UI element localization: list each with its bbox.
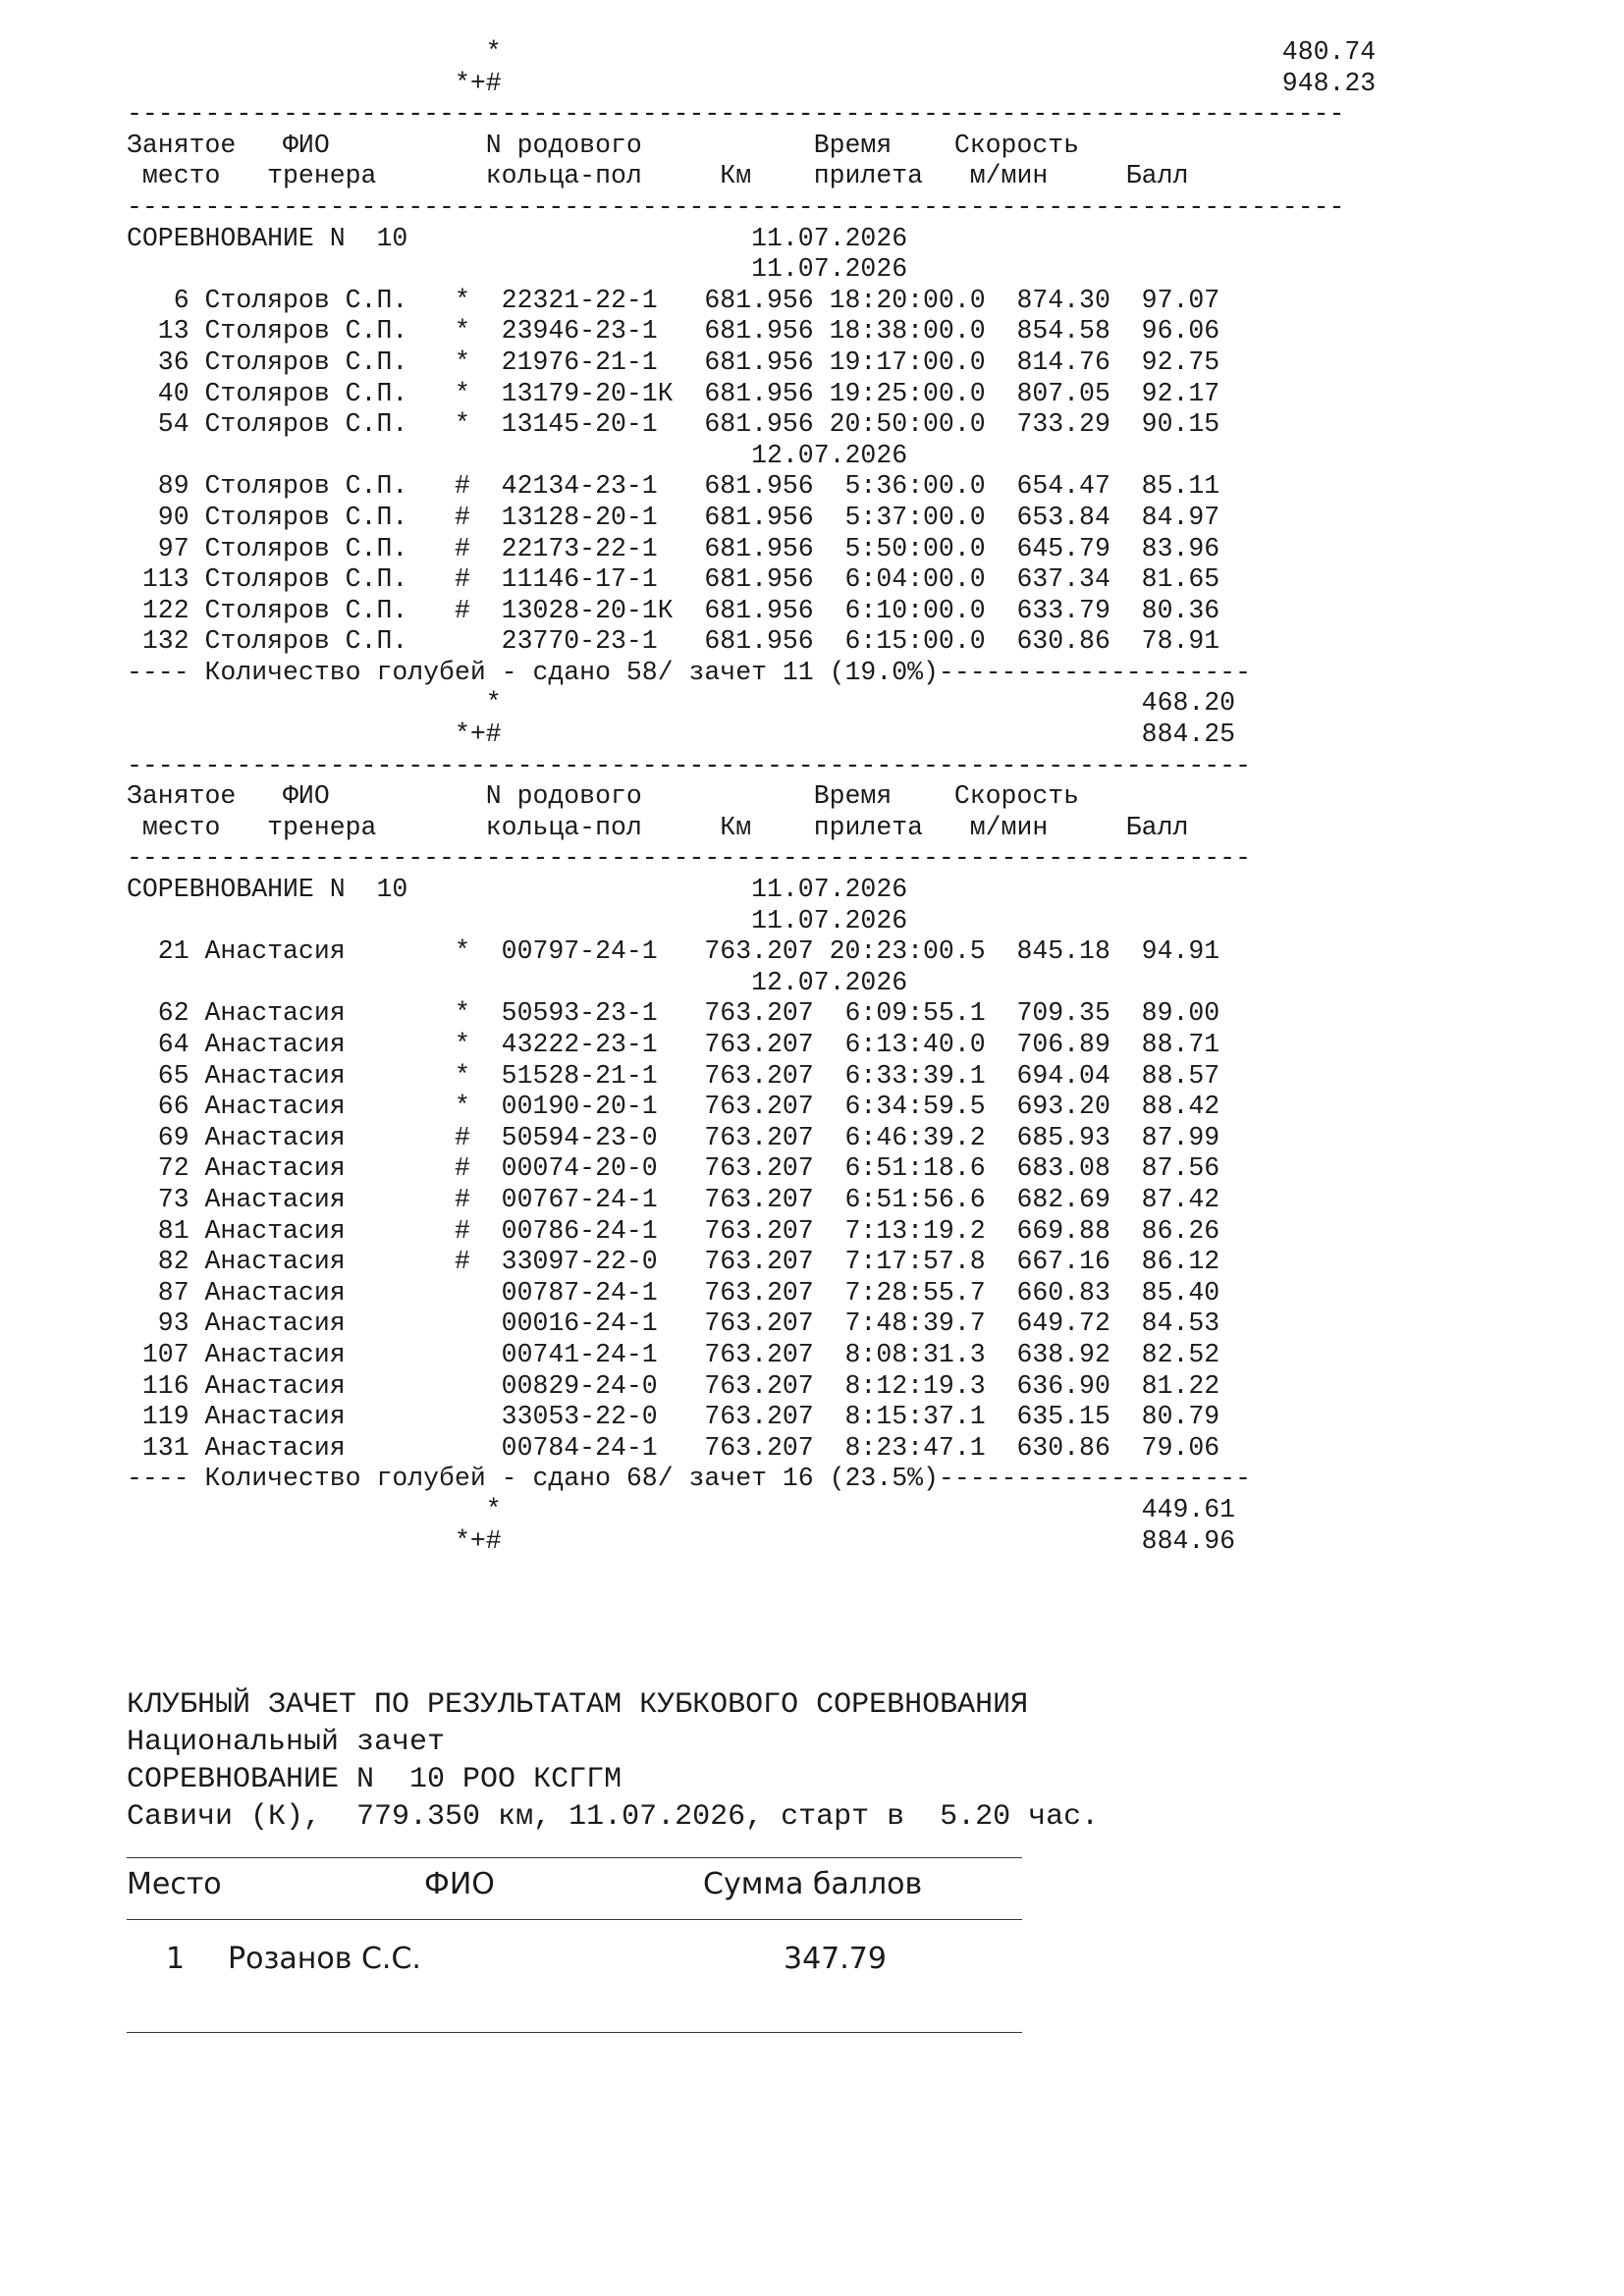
report-line: 97 Столяров С.П. # 22173-22-1 681.956 5:50:00.0 645.79 83.96 <box>127 533 1220 563</box>
club-details: Савичи (К), 779.350 км, 11.07.2026, старт в 5.20 час. <box>127 1800 1100 1834</box>
report-line: 113 Столяров С.П. # 11146-17-1 681.956 6:04:00.0 637.34 81.65 <box>127 564 1220 595</box>
report-line: 73 Анастасия # 00767-24-1 763.207 6:51:56.6 682.69 87.42 <box>127 1184 1220 1214</box>
report-line: ------------------------------------------------------------------------------ <box>127 191 1345 222</box>
report-line: 12.07.2026 <box>127 967 908 997</box>
report-line: 13 Столяров С.П. * 23946-23-1 681.956 18:38:00.0 854.58 96.06 <box>127 316 1220 347</box>
report-line: *+# 948.23 <box>127 68 1377 98</box>
report-line: 11.07.2026 <box>127 905 908 935</box>
report-line: 93 Анастасия 00016-24-1 763.207 7:48:39.7 649.72 84.53 <box>127 1308 1220 1339</box>
report-line: 81 Анастасия # 00786-24-1 763.207 7:13:19.2 669.88 86.26 <box>127 1215 1220 1246</box>
report-line: 40 Столяров С.П. * 13179-20-1К 681.956 19:25:00.0 807.05 92.17 <box>127 378 1220 408</box>
report-line: 132 Столяров С.П. 23770-23-1 681.956 6:15:00.0 630.86 78.91 <box>127 626 1220 657</box>
club-competition: СОРЕВНОВАНИЕ N 10 РОО КСГГМ <box>127 1763 623 1796</box>
report-line: 116 Анастасия 00829-24-0 763.207 8:12:19.3 636.90 81.22 <box>127 1370 1220 1401</box>
report-line: ------------------------------------------------------------------------ <box>127 843 1251 874</box>
report-line: * 449.61 <box>127 1494 1236 1524</box>
row-place: 1 <box>166 1942 186 1976</box>
header-sum: Сумма баллов <box>703 1867 923 1901</box>
report-line: 119 Анастасия 33053-22-0 763.207 8:15:37.1 635.15 80.79 <box>127 1402 1220 1432</box>
report-line: Занятое ФИО N родового Время Скорость <box>127 781 1080 812</box>
report-line: 64 Анастасия * 43222-23-1 763.207 6:13:40.0 706.89 88.71 <box>127 1030 1220 1059</box>
report-line: место тренера кольца-пол Км прилета м/мин Балл <box>127 812 1189 842</box>
report-line: *+# 884.25 <box>127 720 1236 750</box>
club-subtitle: Национальный зачет <box>127 1726 446 1759</box>
report-body <box>127 37 1599 1557</box>
report-line: 11.07.2026 <box>127 254 908 285</box>
report-line: *+# 884.96 <box>127 1525 1236 1556</box>
report-line: 90 Столяров С.П. # 13128-20-1 681.956 5:37:00.0 653.84 84.97 <box>127 502 1220 532</box>
report-line: ------------------------------------------------------------------------ <box>127 750 1251 780</box>
report-line: 72 Анастасия # 00074-20-0 763.207 6:51:18.6 683.08 87.56 <box>127 1153 1220 1184</box>
report-line: 21 Анастасия * 00797-24-1 763.207 20:23:00.5 845.18 94.91 <box>127 936 1220 967</box>
report-line: 36 Столяров С.П. * 21976-21-1 681.956 19:17:00.0 814.76 92.75 <box>127 347 1220 377</box>
header-name: ФИО <box>424 1867 495 1901</box>
report-line: 131 Анастасия 00784-24-1 763.207 8:23:47.1 630.86 79.06 <box>127 1432 1220 1463</box>
report-line: * 480.74 <box>127 37 1377 67</box>
club-title: КЛУБНЫЙ ЗАЧЕТ ПО РЕЗУЛЬТАТАМ КУБКОВОГО СОРЕВНОВАНИЯ <box>127 1688 1029 1722</box>
club-section <box>127 1686 1207 1836</box>
report-line: 89 Столяров С.П. # 42134-23-1 681.956 5:36:00.0 654.47 85.11 <box>127 471 1220 502</box>
report-line: ---- Количество голубей - сдано 58/ зачет 11 (19.0%)-------------------- <box>127 657 1251 687</box>
report-line: 69 Анастасия # 50594-23-0 763.207 6:46:39.2 685.93 87.99 <box>127 1122 1220 1152</box>
table-top-rule <box>127 1857 1022 1858</box>
row-sum: 347.79 <box>784 1942 887 1976</box>
report-line: место тренера кольца-пол Км прилета м/мин Балл <box>127 161 1189 191</box>
report-line: 62 Анастасия * 50593-23-1 763.207 6:09:55.1 709.35 89.00 <box>127 998 1220 1029</box>
report-line: 66 Анастасия * 00190-20-1 763.207 6:34:59.5 693.20 88.42 <box>127 1092 1220 1122</box>
table-row <box>127 1942 1022 1981</box>
report-line: 122 Столяров С.П. # 13028-20-1К 681.956 6:10:00.0 633.79 80.36 <box>127 595 1220 625</box>
report-line: 12.07.2026 <box>127 440 908 470</box>
report-line: ---- Количество голубей - сдано 68/ зачет 16 (23.5%)-------------------- <box>127 1464 1251 1494</box>
report-line: ------------------------------------------------------------------------------ <box>127 99 1345 130</box>
report-line: СОРЕВНОВАНИЕ N 10 11.07.2026 <box>127 875 908 905</box>
report-line: 82 Анастасия # 33097-22-0 763.207 7:17:57.8 667.16 86.12 <box>127 1247 1220 1277</box>
table-bottom-rule <box>127 2032 1022 2033</box>
report-lines <box>127 37 1599 1557</box>
table-header-rule <box>127 1919 1022 1920</box>
report-line: 6 Столяров С.П. * 22321-22-1 681.956 18:20:00.0 874.30 97.07 <box>127 285 1220 315</box>
header-place: Место <box>127 1867 222 1901</box>
report-line: 65 Анастасия * 51528-21-1 763.207 6:33:39.1 694.04 88.57 <box>127 1060 1220 1091</box>
table-header-row <box>127 1865 1022 1904</box>
report-line: СОРЕВНОВАНИЕ N 10 11.07.2026 <box>127 223 908 253</box>
row-name: Розанов С.С. <box>228 1942 421 1976</box>
report-line: 107 Анастасия 00741-24-1 763.207 8:08:31.3 638.92 82.52 <box>127 1339 1220 1369</box>
report-line: 54 Столяров С.П. * 13145-20-1 681.956 20:50:00.0 733.29 90.15 <box>127 409 1220 440</box>
report-line: 87 Анастасия 00787-24-1 763.207 7:28:55.7 660.83 85.40 <box>127 1277 1220 1308</box>
report-line: Занятое ФИО N родового Время Скорость <box>127 130 1080 160</box>
report-line: * 468.20 <box>127 688 1236 719</box>
